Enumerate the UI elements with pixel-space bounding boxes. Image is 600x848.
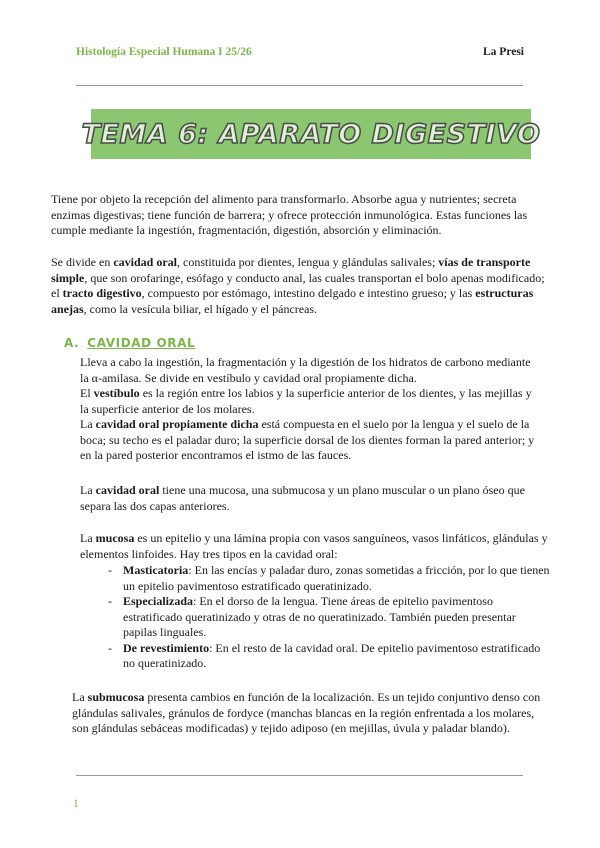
list-item <box>104 641 552 672</box>
term-vestibulo: vestíbulo <box>93 386 140 400</box>
term-cavidad-oral: cavidad oral <box>113 255 177 269</box>
capas-paragraph <box>80 483 555 514</box>
list-item-text: : En las encías y paladar duro, zonas sometidas a fricción, por lo que tienen un epitelio pavimentoso estratificado queratinizado. <box>123 563 550 593</box>
text-run: La <box>80 483 96 497</box>
text-run: Lleva a cabo la ingestión, la fragmentación y la digestión de los hidratos de carbono mediante la α-amilasa. Se divide en vestíbulo y cavidad oral propiamente dicha. <box>80 355 531 385</box>
term-cavidad-oral: cavidad oral <box>95 483 160 497</box>
term-estructuras-anejas: estructuras anejas <box>51 286 534 316</box>
list-item-text: : En el dorso de la lengua. Tiene áreas de epitelio pavimentoso estratificado queratinizado y otras de no queratinizado. También pueden presentar papilas linguales. <box>123 594 516 639</box>
list-dash: - <box>108 563 112 577</box>
cavidad-oral-paragraph <box>80 355 540 464</box>
text-run: , que son orofaringe, esófago y conducto anal, las cuales transportan el bolo apenas modificado; el <box>51 270 545 300</box>
chapter-title: TEMA 6: APARATO DIGESTIVO <box>81 118 541 150</box>
term-vias-transporte: vías de transporte simple <box>51 255 531 285</box>
footer-divider <box>76 775 523 776</box>
text-run: tiene una mucosa, una submucosa y un plano muscular o un plano óseo que separa las dos capas anteriores. <box>80 483 525 513</box>
text-run: es un epitelio y una lámina propia con vasos sanguíneos, vasos linfáticos, glándulas y elementos linfoides. Hay tres tipos en la cavidad oral: <box>80 531 548 561</box>
section-heading-a <box>64 336 195 350</box>
page-number: 1 <box>73 798 79 810</box>
section-title: CAVIDAD ORAL <box>87 336 196 350</box>
list-item-term: De revestimiento <box>123 640 210 655</box>
term-submucosa: submucosa <box>87 690 145 704</box>
text-run: La <box>80 417 96 431</box>
text-run: está compuesta en el suelo por la lengua y el suelo de la boca; su techo es el paladar duro; la superficie dorsal de los dientes forman la pared anterior; y en la pared posterior encontramos el istmo de las fauces. <box>80 417 535 462</box>
mucosa-types-list <box>104 563 552 672</box>
term-tracto-digestivo: tracto digestivo <box>62 286 142 300</box>
term-mucosa: mucosa <box>95 531 135 545</box>
chapter-banner <box>81 109 541 159</box>
list-item-term: Masticatoria <box>123 563 189 577</box>
term-cavidad-oral-propia: cavidad oral propiamente dicha <box>95 417 259 431</box>
intro-paragraph: Tiene por objeto la recepción del alimento para transformarlo. Absorbe agua y nutrientes; secreta enzimas digestivas; tiene función de barrera; y ofrece protección inmunológica. Estas funciones las cumple mediante la ingestión, fragmentación, digestión, absorción y eliminación. <box>51 192 528 237</box>
list-item-term: Especializada <box>123 594 194 608</box>
text-run: es la región entre los labios y la superficie anterior de los dientes, y las mejillas y la superficie anterior de los molares. <box>80 386 532 416</box>
text-run: La <box>72 690 88 704</box>
text-run: , constituida por dientes, lengua y glándulas salivales; <box>177 255 439 269</box>
document-header-title: Histología Especial Humana I 25/26 <box>76 46 252 58</box>
text-run: Se divide en <box>51 255 114 269</box>
text-run: El <box>80 386 94 400</box>
list-item <box>104 563 552 594</box>
text-run: , como la vesícula biliar, el hígado y el páncreas. <box>83 301 318 316</box>
list-item <box>104 594 552 641</box>
text-run: , compuesto por estómago, intestino delgado e intestino grueso; y las <box>141 286 476 300</box>
list-dash: - <box>108 640 112 655</box>
list-item-text: : En el resto de la cavidad oral. De epitelio pavimentoso estratificado no queratinizado. <box>123 640 541 670</box>
text-run: La <box>80 531 96 545</box>
section-letter: A. <box>64 336 80 350</box>
divisions-paragraph <box>51 255 553 317</box>
submucosa-paragraph <box>72 690 550 737</box>
text-run: presenta cambios en función de la localización. Es un tejido conjuntivo denso con glándulas salivales, gránulos de fordyce (manchas blancas en la región enfrentada a los molares, son glándulas sebáceas modificadas) y tejido adiposo (en mejillas, úvula y paladar blando). <box>72 690 541 735</box>
header-divider <box>76 85 523 86</box>
mucosa-paragraph <box>80 531 550 562</box>
list-dash: - <box>108 594 112 608</box>
document-header-author: La Presi <box>483 46 524 58</box>
